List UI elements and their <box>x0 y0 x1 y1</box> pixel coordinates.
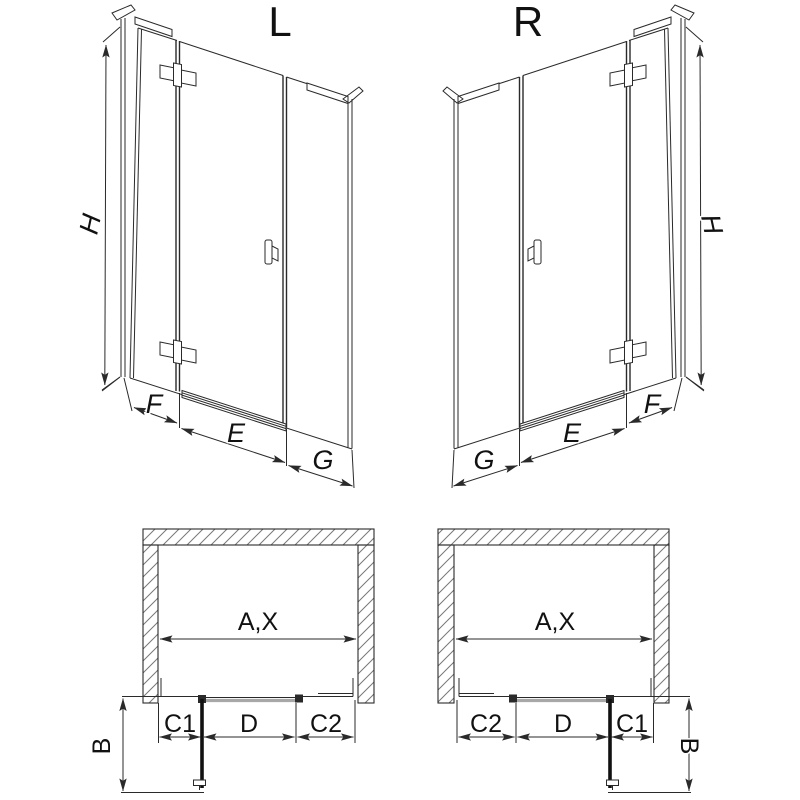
view-label-r: R <box>512 0 544 45</box>
plan-label-b-left: B <box>88 737 116 755</box>
dim-label-h-right: H <box>695 211 729 237</box>
dim-label-g-left: G <box>312 445 334 475</box>
dim-label-e-left: E <box>226 418 246 448</box>
plan-label-d-left: D <box>239 710 259 738</box>
plan-label-c1-left: C1 <box>164 710 196 738</box>
view-label-l: L <box>268 0 292 45</box>
plan-label-d-right: D <box>553 710 573 738</box>
plan-view-right <box>438 529 703 793</box>
plan-label-width-right: A,X <box>534 608 576 636</box>
dim-label-e-right: E <box>562 418 582 448</box>
plan-label-c2-left: C2 <box>310 710 342 738</box>
front-view-left <box>73 0 363 488</box>
dim-label-f-right: F <box>643 389 661 419</box>
dim-label-g-right: G <box>473 445 495 475</box>
front-view-right <box>443 0 729 488</box>
plan-label-c1-right: C1 <box>616 710 648 738</box>
plan-view-left <box>88 529 374 793</box>
dim-label-f-left: F <box>145 389 163 419</box>
plan-label-b-right: B <box>675 737 703 755</box>
plan-label-c2-right: C2 <box>470 710 502 738</box>
dim-label-h-left: H <box>73 211 107 237</box>
plan-label-width-left: A,X <box>237 608 279 636</box>
